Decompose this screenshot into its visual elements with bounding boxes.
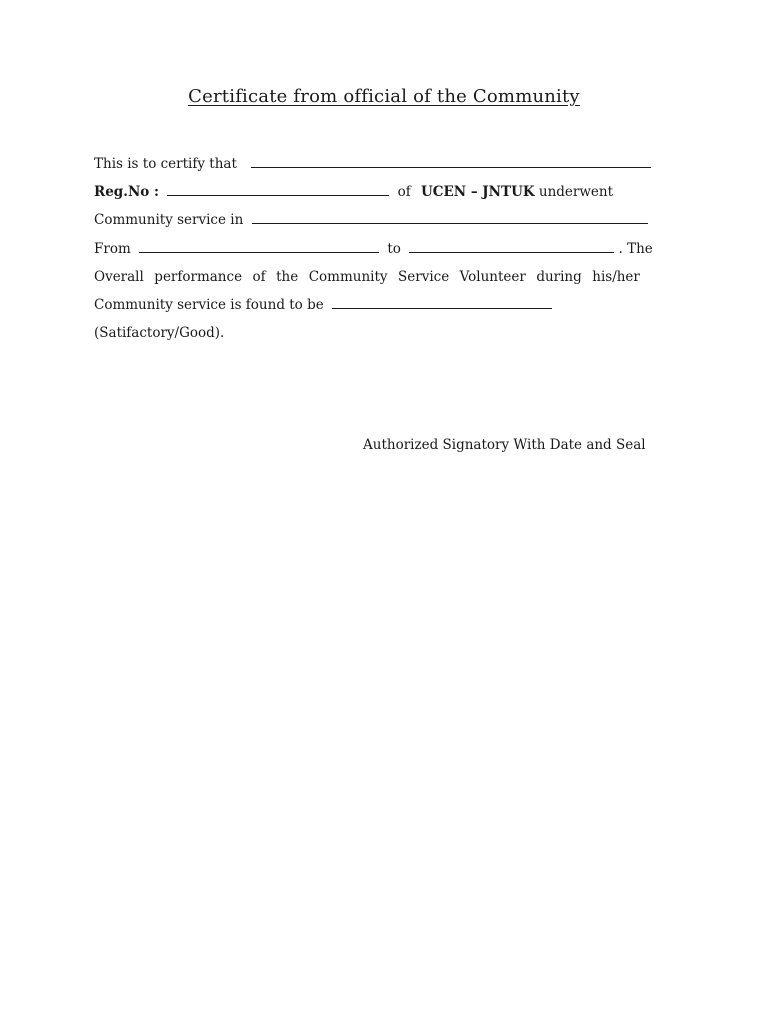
- the-text: . The: [618, 241, 653, 257]
- performance-word: performance: [154, 269, 243, 285]
- performance-word: during: [536, 269, 582, 285]
- rating-blank[interactable]: [332, 296, 552, 309]
- signatory-label: Authorized Signatory With Date and Seal: [363, 437, 646, 453]
- of-text: of: [397, 184, 411, 200]
- performance-word: the: [276, 269, 299, 285]
- found-to-be-label: Community service is found to be: [94, 297, 324, 313]
- regno-blank[interactable]: [167, 183, 389, 196]
- performance-word: Service: [398, 269, 450, 285]
- period-line: [94, 240, 653, 258]
- performance-word: Volunteer: [459, 269, 526, 285]
- from-date-blank[interactable]: [139, 240, 379, 253]
- rating-options: (Satifactory/Good).: [94, 325, 225, 341]
- community-service-line: [94, 211, 648, 229]
- page-title: Certificate from official of the Community: [188, 86, 580, 107]
- performance-word: his/her: [592, 269, 640, 285]
- found-to-be-line: [94, 296, 552, 314]
- community-service-label: Community service in: [94, 212, 244, 228]
- to-label: to: [387, 241, 401, 257]
- to-date-blank[interactable]: [409, 240, 614, 253]
- rating-options-line: [94, 324, 224, 342]
- performance-word: Community: [308, 269, 388, 285]
- community-service-blank[interactable]: [252, 211, 648, 224]
- regno-line: [94, 183, 613, 201]
- performance-word: of: [252, 269, 266, 285]
- performance-word: Overall: [94, 269, 144, 285]
- name-blank[interactable]: [251, 155, 651, 168]
- underwent-text: underwent: [538, 184, 614, 200]
- from-label: From: [94, 241, 131, 257]
- certify-line: [94, 155, 651, 173]
- institution-name: UCEN – JNTUK: [421, 184, 535, 200]
- regno-label: Reg.No :: [94, 184, 159, 200]
- performance-line: [94, 268, 640, 286]
- certify-label: This is to certify that: [94, 156, 237, 172]
